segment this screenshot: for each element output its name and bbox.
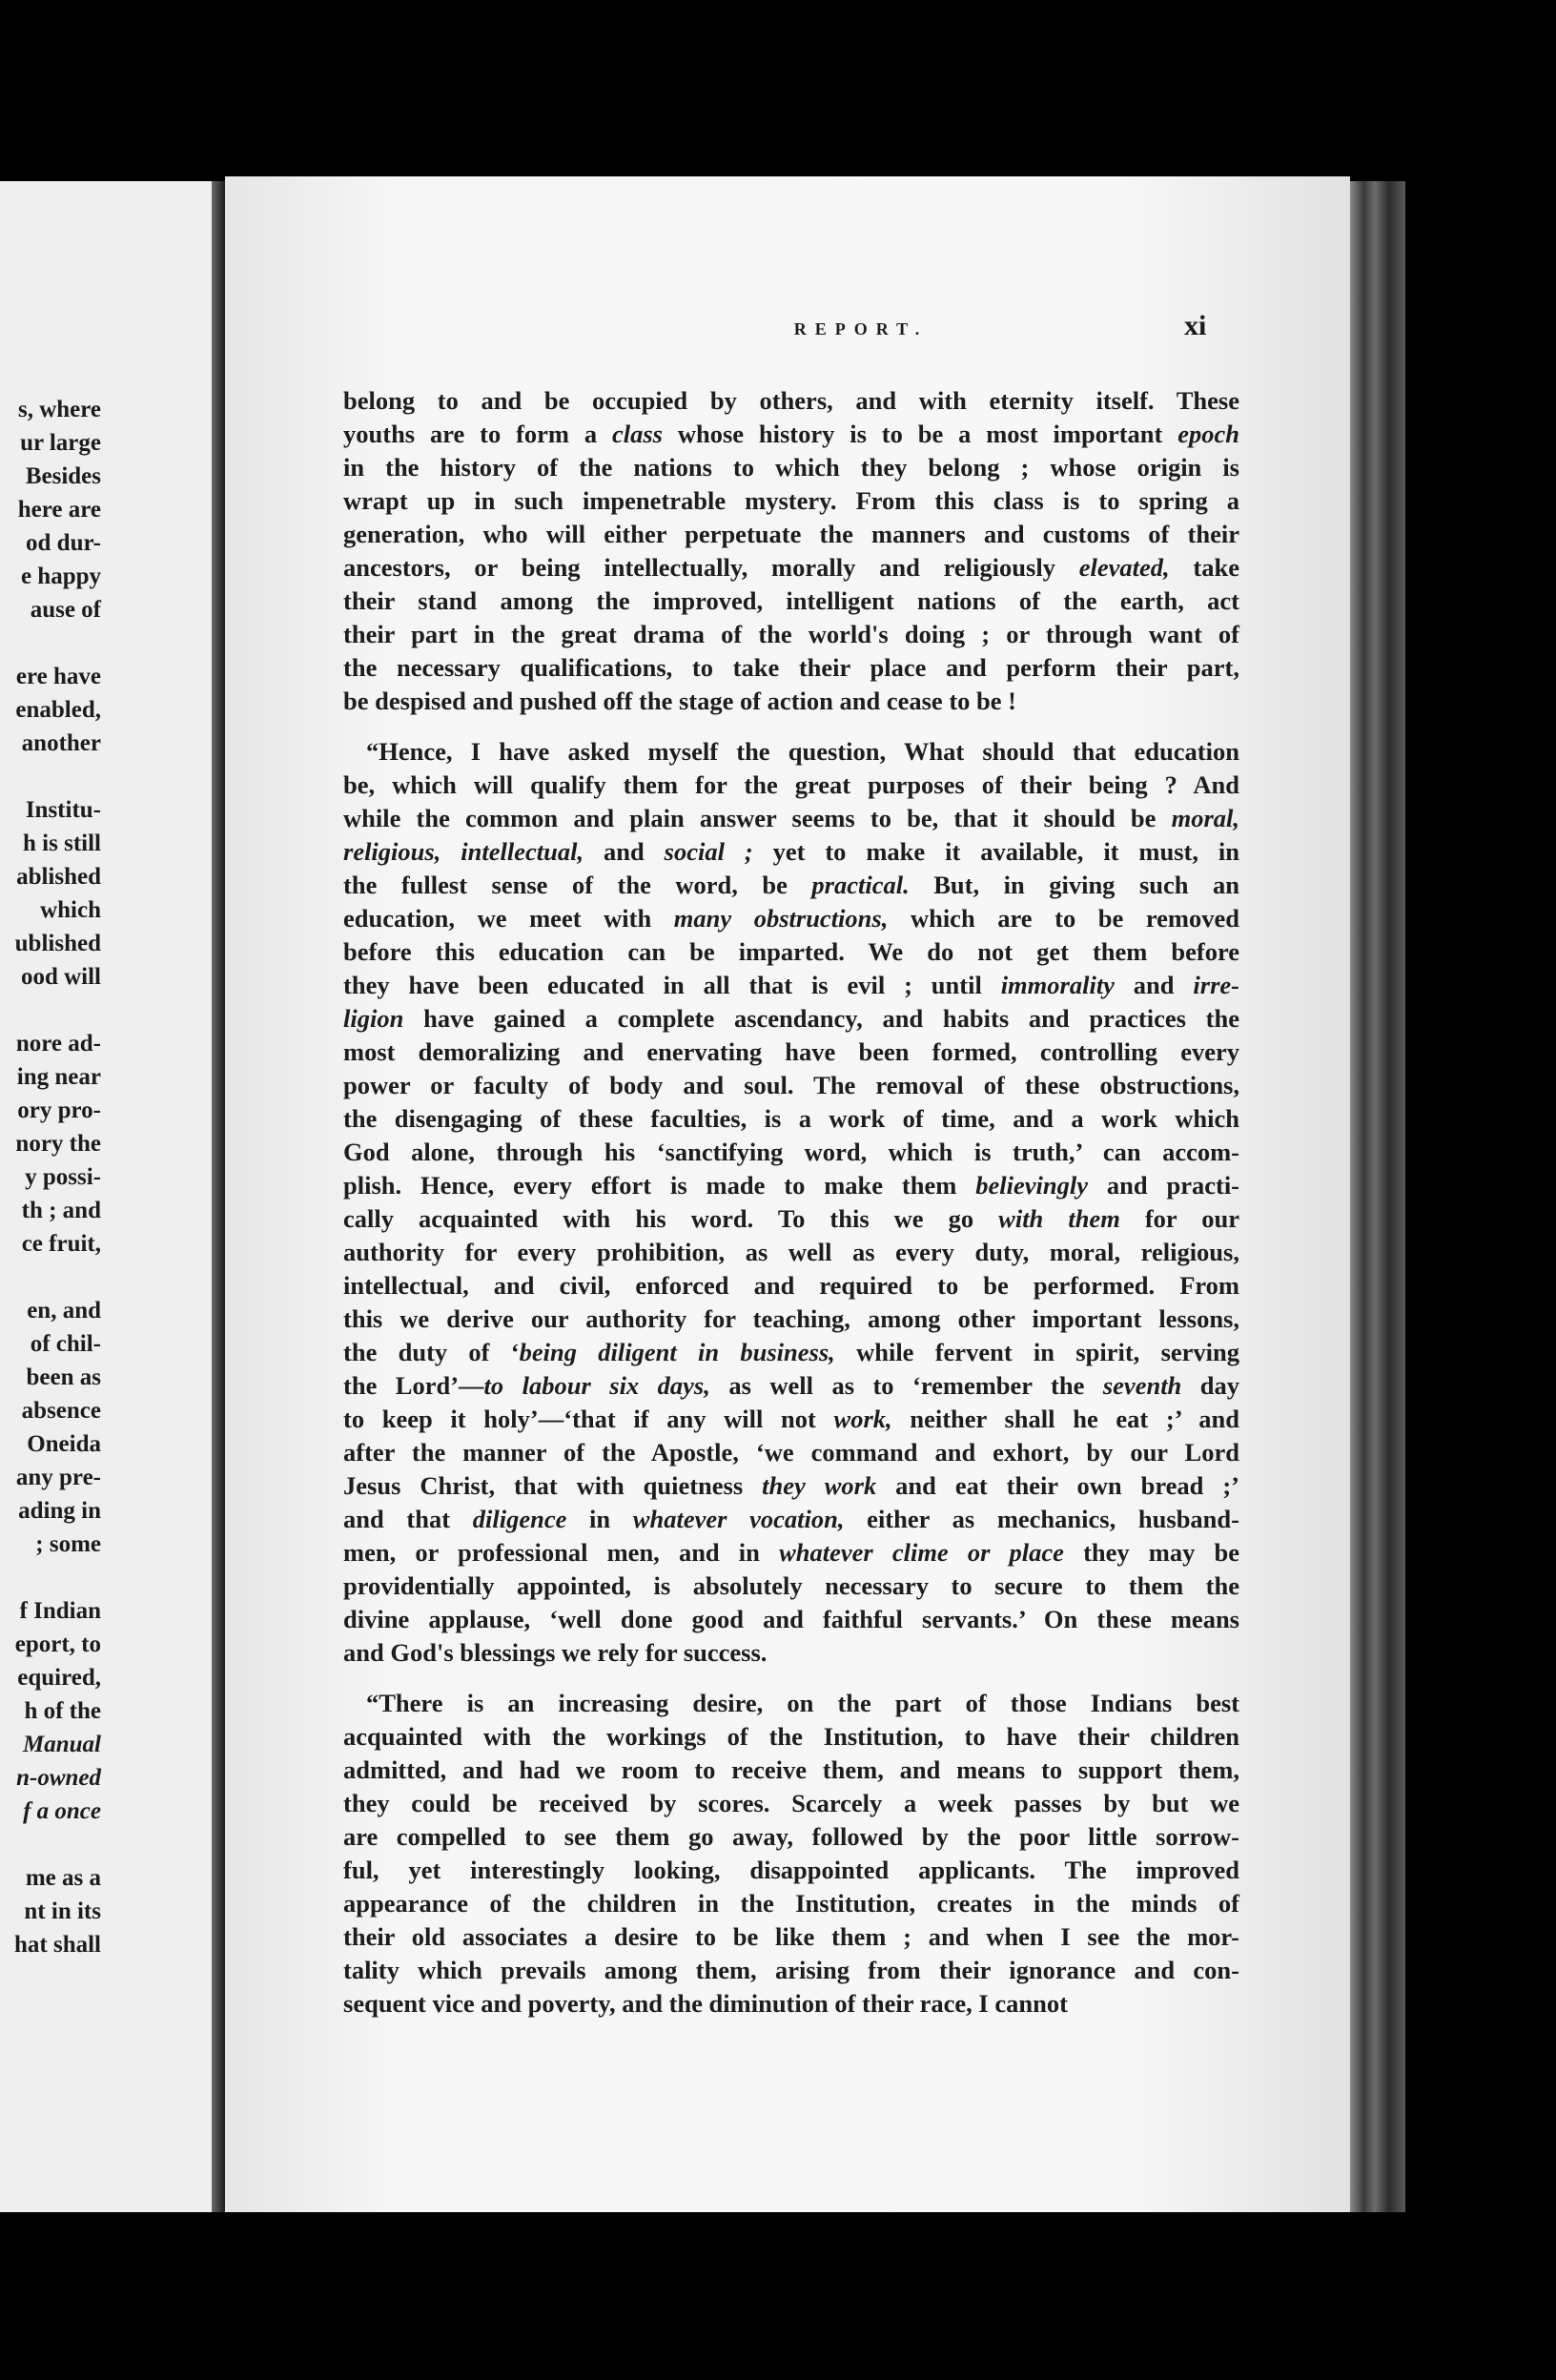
- left-page-line: [14, 994, 101, 1027]
- text-line: ancestors, or being intellectually, morally and religiously elevated, take: [343, 553, 1239, 582]
- text-line: generation, who will either perpetuate the manners and customs of their: [343, 520, 1239, 548]
- left-page-line: ablished: [16, 864, 101, 890]
- paragraph-gap: [343, 718, 1239, 735]
- left-page-line: which: [40, 897, 101, 923]
- left-page-line: ause of: [30, 597, 101, 623]
- text-line: tality which prevails among them, arising from their ignorance and con-: [343, 1956, 1239, 1984]
- left-page-line: enabled,: [15, 697, 101, 723]
- left-page-line: another: [21, 730, 101, 756]
- left-page-line: any pre-: [15, 1465, 101, 1490]
- text-line: plish. Hence, every effort is made to make them believingly and practi-: [343, 1171, 1240, 1200]
- left-page-line: od dur-: [26, 530, 101, 556]
- left-page-line: hat shall: [13, 1932, 101, 1958]
- text-line: ful, yet interestingly looking, disappointed applicants. The improved: [343, 1856, 1239, 1884]
- left-page-line: here are: [17, 497, 101, 523]
- text-line: belong to and be occupied by others, and with eternity itself. These: [343, 386, 1239, 415]
- left-page-line: f Indian: [19, 1598, 101, 1624]
- left-page-line: nore ad-: [15, 1031, 101, 1057]
- left-page-line: ood will: [20, 964, 101, 990]
- left-page-line: e happy: [20, 564, 101, 589]
- left-page-line: [14, 1261, 101, 1294]
- left-page-line: h is still: [23, 831, 101, 856]
- left-page-line: ublished: [14, 931, 101, 956]
- left-page-line: ur large: [20, 430, 101, 456]
- text-line: their stand among the improved, intelligent nations of the earth, act: [343, 586, 1239, 615]
- text-line: the disengaging of these faculties, is a work of time, and a work which: [343, 1104, 1239, 1133]
- text-line: the fullest sense of the word, be practical. But, in giving such an: [343, 871, 1239, 899]
- left-page-line: nt in its: [24, 1898, 101, 1924]
- text-line: providentially appointed, is absolutely necessary to secure to them the: [343, 1571, 1239, 1600]
- page-body: [343, 384, 1239, 2021]
- left-page-line: been as: [26, 1364, 101, 1390]
- text-line: the duty of ‘being diligent in business, while fervent in spirit, serving: [343, 1338, 1240, 1366]
- paragraph-gap: [343, 1670, 1239, 1687]
- page-edge: [1350, 181, 1405, 2212]
- right-page: [225, 176, 1350, 2212]
- left-page-line: nory the: [15, 1131, 101, 1157]
- paragraph: [343, 735, 1239, 1670]
- text-line: in the history of the nations to which they belong ; whose origin is: [343, 453, 1239, 482]
- text-line: religious, intellectual, and social ; yet to make it available, it must, in: [343, 837, 1240, 866]
- left-page-line: f a once: [23, 1798, 101, 1824]
- left-page-line: n-owned: [16, 1765, 101, 1791]
- left-page-line: me as a: [25, 1865, 101, 1891]
- text-line: while the common and plain answer seems to be, that it should be moral,: [343, 804, 1239, 832]
- text-line: this we derive our authority for teaching, among other important lessons,: [343, 1304, 1239, 1333]
- running-head: REPORT.: [793, 319, 929, 339]
- left-page-line: ere have: [15, 664, 101, 689]
- left-page-line: [14, 760, 101, 793]
- text-line: be despised and pushed off the stage of action and cease to be !: [343, 687, 1016, 715]
- left-page-line: ; some: [35, 1531, 101, 1557]
- text-line: power or faculty of body and soul. The removal of these obstructions,: [343, 1071, 1239, 1099]
- text-line: admitted, and had we room to receive them, and means to support them,: [343, 1755, 1239, 1784]
- left-page-line: ading in: [18, 1498, 101, 1524]
- text-line: the necessary qualifications, to take their place and perform their part,: [343, 653, 1239, 682]
- text-line: wrapt up in such impenetrable mystery. From this class is to spring a: [343, 486, 1239, 515]
- text-line: sequent vice and poverty, and the diminution of their race, I cannot: [343, 1989, 1068, 2018]
- text-line: divine applause, ‘well done good and faithful servants.’ On these means: [343, 1605, 1239, 1633]
- left-page-line: eport, to: [14, 1631, 101, 1657]
- text-line: education, we meet with many obstructions, which are to be removed: [343, 904, 1239, 933]
- book-gutter: [212, 181, 225, 2212]
- text-line: they have been educated in all that is evil ; until immorality and irre-: [343, 971, 1239, 999]
- page-number: xi: [1184, 310, 1207, 341]
- text-line: before this education can be imparted. We do not get them before: [343, 937, 1239, 966]
- paragraph: [343, 384, 1239, 718]
- left-page-line: Manual: [23, 1732, 101, 1757]
- left-page-line: ing near: [16, 1064, 101, 1090]
- left-page-line: [14, 1828, 101, 1861]
- text-line: authority for every prohibition, as well as every duty, moral, religious,: [343, 1238, 1239, 1266]
- text-line: are compelled to see them go away, followed by the poor little sorrow-: [343, 1822, 1239, 1851]
- text-line: and God's blessings we rely for success.: [343, 1638, 768, 1667]
- text-line: intellectual, and civil, enforced and required to be performed. From: [343, 1271, 1239, 1300]
- left-page-line: th ; and: [21, 1198, 101, 1223]
- text-line: appearance of the children in the Institution, creates in the minds of: [343, 1889, 1239, 1918]
- left-page-line: Institu-: [25, 797, 101, 823]
- text-line: cally acquainted with his word. To this we go with them for our: [343, 1204, 1239, 1233]
- left-page-line: ce fruit,: [21, 1231, 101, 1257]
- left-page-line: h of the: [24, 1698, 101, 1724]
- text-line: ligion have gained a complete ascendancy, and habits and practices the: [343, 1004, 1239, 1033]
- text-line: “There is an increasing desire, on the part of those Indians best: [366, 1689, 1239, 1717]
- left-page-line: ory pro-: [17, 1098, 101, 1123]
- text-line: “Hence, I have asked myself the question, What should that education: [366, 737, 1239, 766]
- text-line: be, which will qualify them for the great purposes of their being ? And: [343, 770, 1239, 799]
- left-page-line: absence: [21, 1398, 101, 1424]
- text-line: acquainted with the workings of the Institution, to have their children: [343, 1722, 1239, 1751]
- left-page-line: Besides: [25, 463, 101, 489]
- paragraph: [343, 1687, 1239, 2021]
- left-page-line: of chil-: [30, 1331, 101, 1357]
- text-line: God alone, through his ‘sanctifying word, which is truth,’ can accom-: [343, 1138, 1239, 1166]
- left-page-line: Oneida: [27, 1431, 101, 1457]
- text-line: most demoralizing and enervating have been formed, controlling every: [343, 1037, 1239, 1066]
- text-line: youths are to form a class whose history is to be a most important epoch: [343, 420, 1239, 448]
- left-page-line: [14, 1561, 101, 1594]
- left-page-line: en, and: [27, 1298, 101, 1323]
- left-page-text: [14, 393, 101, 1961]
- left-page-line: y possi-: [25, 1164, 101, 1190]
- text-line: Jesus Christ, that with quietness they work and eat their own bread ;’: [343, 1471, 1239, 1500]
- left-page-line: s, where: [17, 397, 101, 422]
- text-line: they could be received by scores. Scarcely a week passes by but we: [343, 1789, 1239, 1817]
- text-line: their old associates a desire to be like them ; and when I see the mor-: [343, 1922, 1239, 1951]
- text-line: the Lord’—to labour six days, as well as to ‘remember the seventh day: [343, 1371, 1240, 1400]
- text-line: and that diligence in whatever vocation, either as mechanics, husband-: [343, 1505, 1239, 1533]
- text-line: after the manner of the Apostle, ‘we command and exhort, by our Lord: [343, 1438, 1239, 1467]
- text-line: their part in the great drama of the world's doing ; or through want of: [343, 620, 1239, 648]
- text-line: men, or professional men, and in whatever clime or place they may be: [343, 1538, 1239, 1567]
- text-line: to keep it holy’—‘that if any will not work, neither shall he eat ;’ and: [343, 1405, 1239, 1433]
- left-page-line: equired,: [17, 1665, 101, 1691]
- left-page-line: [14, 626, 101, 660]
- left-page: [0, 181, 212, 2212]
